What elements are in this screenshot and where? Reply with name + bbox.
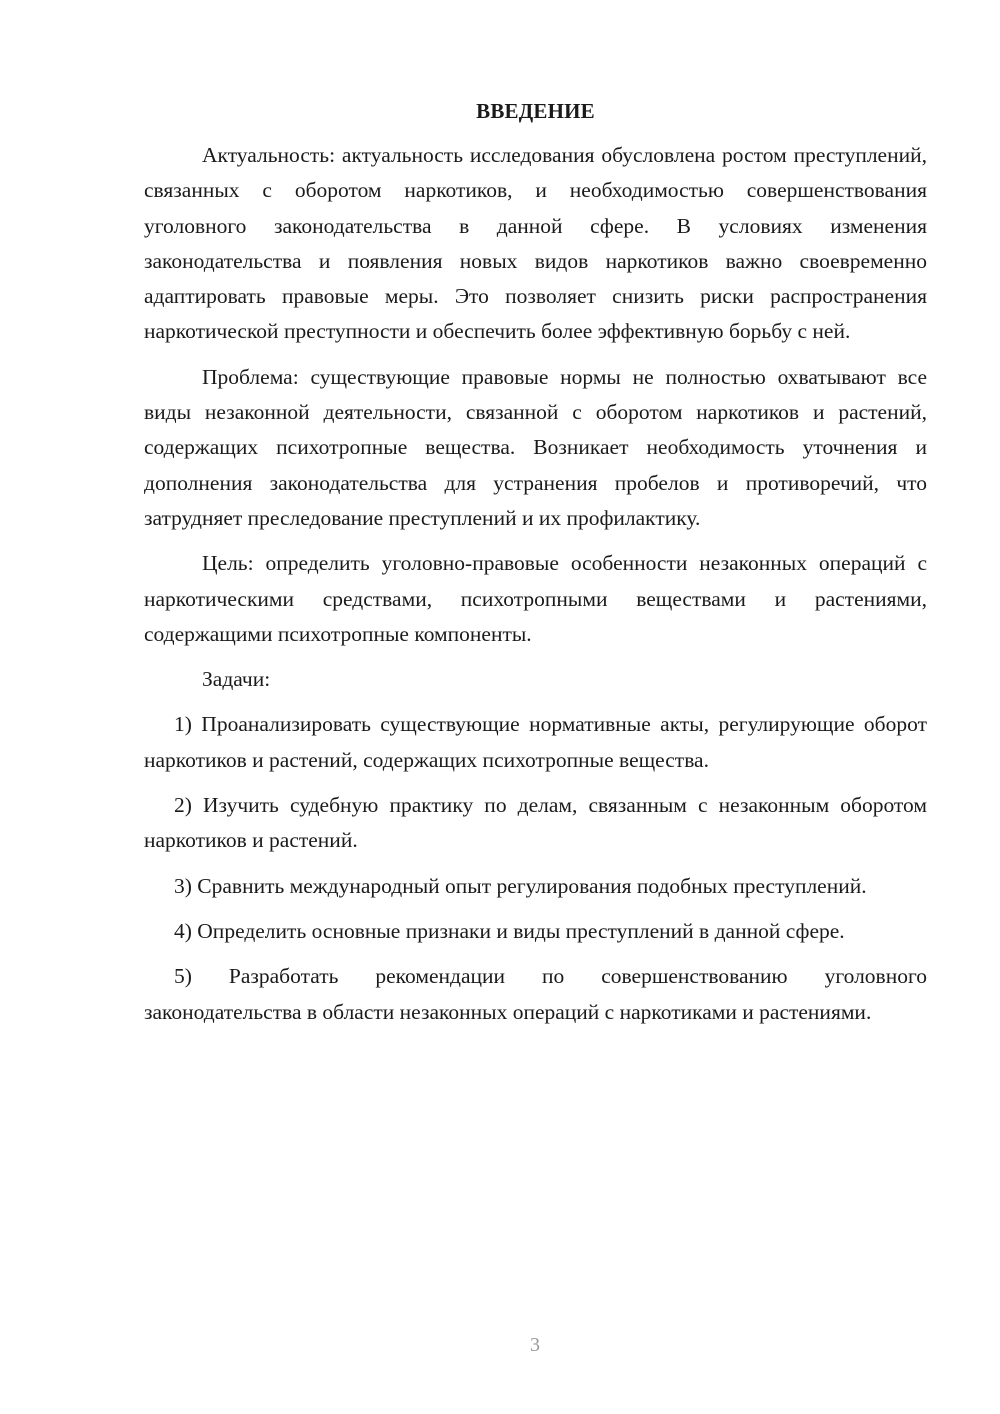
page-content [144,96,927,1040]
relevance-paragraph: Актуальность: актуальность исследования обусловлена ростом преступлений, связанных с оборотом наркотиков, и необходимостью совершенствования уголовного законодательства в данной сфере. В условиях изменения законодательства и появления новых видов наркотиков важно своевременно адаптировать правовые меры. Это позволяет снизить риски распространения наркотической преступности и обеспечить более эффективную борьбу с ней. [144,143,927,344]
task-item-4: 4) Определить основные признаки и виды преступлений в данной сфере. [174,918,845,943]
task-item-3: 3) Сравнить международный опыт регулирования подобных преступлений. [174,873,867,898]
section-heading: ВВЕДЕНИЕ [476,99,595,123]
page-number: 3 [530,1334,540,1356]
task-item-5: 5) Разработать рекомендации по совершенствованию уголовного законодательства в области незаконных операций с наркотиками и растениями. [144,964,927,1024]
goal-paragraph: Цель: определить уголовно-правовые особенности незаконных операций с наркотическими средствами, психотропными веществами и растениями, содержащими психотропные компоненты. [144,551,927,646]
task-list [144,707,927,1029]
task-item-1: 1) Проанализировать существующие нормативные акты, регулирующие оборот наркотиков и растений, содержащих психотропные вещества. [144,712,927,772]
task-item-2: 2) Изучить судебную практику по делам, связанным с незаконным оборотом наркотиков и растений. [144,793,927,853]
problem-paragraph: Проблема: существующие правовые нормы не полностью охватывают все виды незаконной деятельности, связанной с оборотом наркотиков и растений, содержащих психотропные вещества. Возникает необходимость уточнения и дополнения законодательства для устранения пробелов и противоречий, что затрудняет преследование преступлений и их профилактику. [144,364,927,530]
tasks-label: Задачи: [202,667,271,692]
